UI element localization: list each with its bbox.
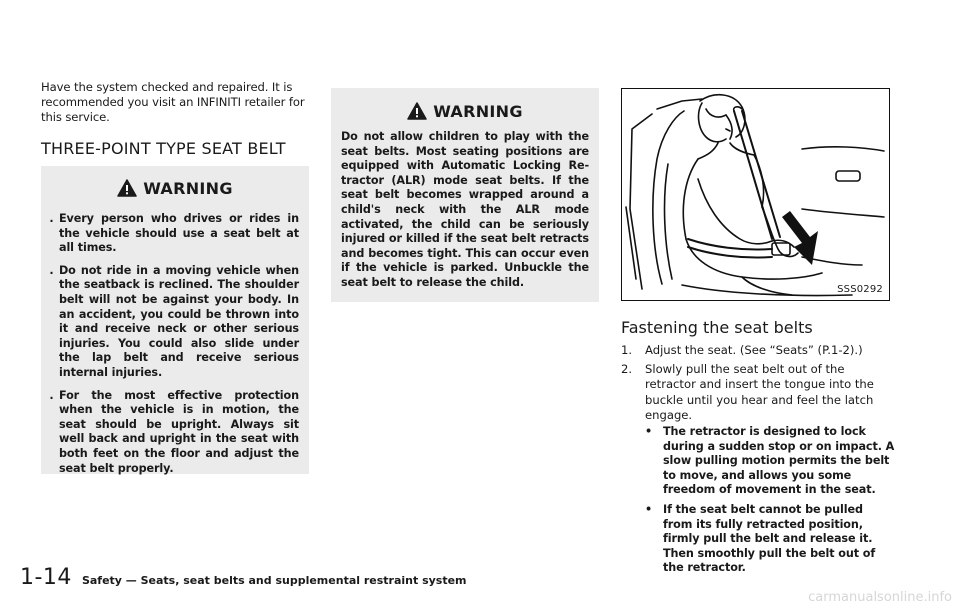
bullet-dot: . — [49, 388, 54, 402]
warning-box-children — [331, 88, 599, 302]
step-number: 1. — [621, 343, 633, 357]
bullet-item: • If the seat belt cannot be pulled from its fully retracted position, firmly pull the belt and release it. Then smoothly pull the belt out of the retractor. — [645, 502, 876, 575]
warning-item: . Do not ride in a moving vehicle when the seatback is reclined. The shoulder belt will not be against your body. In an accident, you could be thrown into it and receive neck or other serious injuries. You could also slide under the lap belt and receive serious internal injuries. — [41, 264, 309, 381]
warning-item: . For the most effective protection when the vehicle is in motion, the seat should be upright. Always sit well back and upright in the seat with both feet on the floor and adjust the seat belt properly. — [41, 389, 309, 477]
running-head: Safety — Seats, seat belts and supplemental restraint system — [81, 574, 467, 587]
step-number: 2. — [621, 362, 633, 377]
watermark: carmanualsonline.info — [808, 590, 952, 605]
page-number: 1-14 — [20, 565, 72, 590]
warning-triangle-icon — [117, 179, 137, 197]
step-item — [621, 343, 896, 358]
sub-heading: Fastening the seat belts — [621, 318, 813, 337]
bullet-dot: . — [49, 263, 54, 277]
warning-triangle-icon — [407, 102, 427, 120]
warning-title-label: WARNING — [433, 101, 523, 121]
warning-list — [41, 212, 309, 476]
section-heading: THREE-POINT TYPE SEAT BELT — [41, 139, 286, 158]
bullet-dot: . — [49, 212, 54, 225]
seat-belt-illustration — [621, 88, 890, 301]
intro-paragraph: Have the system checked and repaired. It is recommended you visit an INFINITI retailer for this service. — [41, 80, 305, 125]
warning-title — [41, 174, 309, 202]
instruction-steps — [621, 343, 896, 581]
page-footer — [20, 565, 467, 590]
step-text: Adjust the seat. (See “Seats” (P.1-2).) — [645, 343, 863, 357]
warning-item: . Every person who drives or rides in the vehicle should use a seat belt at all times. — [41, 212, 309, 256]
figure-code: SSS0292 — [837, 284, 883, 295]
step-text: Slowly pull the seat belt out of the retractor and insert the tongue into the buckle until you hear and feel the latch engage. — [645, 362, 874, 422]
warning-title — [331, 100, 599, 122]
bullet-item: • The retractor is designed to lock during a sudden stop or on impact. A slow pulling motion permits the belt to move, and allows you some freedom of movement in the seat. — [645, 425, 895, 497]
step-bullets — [645, 425, 896, 576]
bullet-dot: • — [645, 425, 653, 439]
step-item — [621, 362, 896, 576]
seated-person-illustration — [622, 89, 889, 300]
bullet-dot: • — [645, 502, 653, 516]
warning-text: Do not allow children to play with the seat belts. Most seating positions are equipped with Automatic Locking Re- tractor (ALR) mode seat belts. If the seat belt becomes wrapped around a child's neck with the ALR mode activated, the child can be seriously injured or killed if the seat belt retracts and becomes tight. This can occur even if the vehicle is parked. Unbuckle the seat belt to release the child. — [341, 130, 589, 289]
warning-title-label: WARNING — [143, 178, 233, 198]
warning-box-seat-belt-use — [41, 166, 309, 474]
